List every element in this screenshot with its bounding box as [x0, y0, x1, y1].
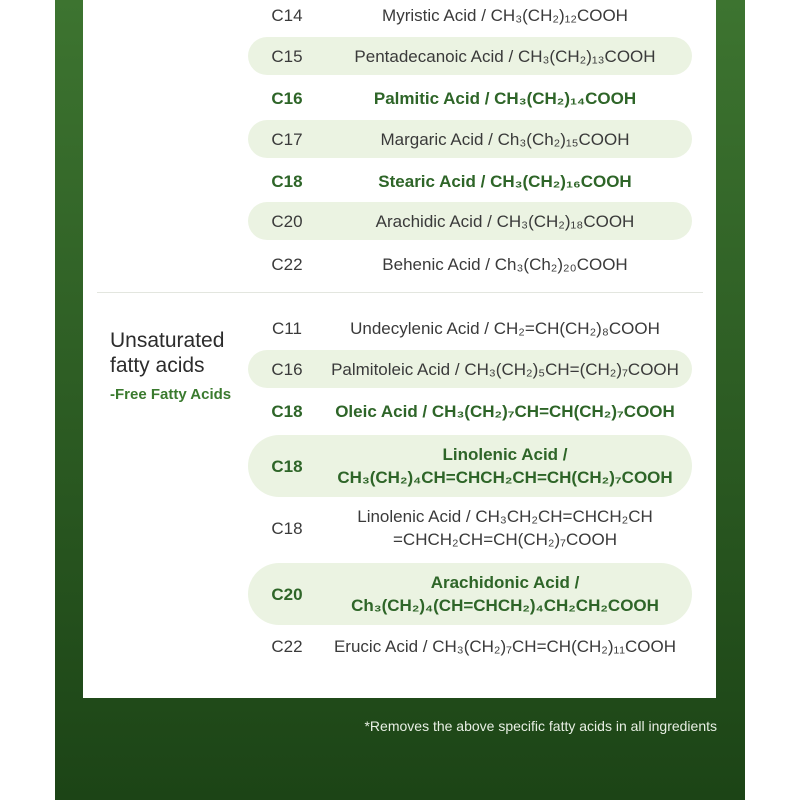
- table-row: [248, 250, 692, 278]
- category-subtitle: -Free Fatty Acids: [110, 386, 232, 403]
- acid-name: Palmitic Acid / CH₃(CH₂)₁₄COOH: [373, 88, 637, 108]
- footnote: *Removes the above specific fatty acids in all ingredients: [364, 718, 717, 734]
- table-row: [248, 120, 692, 158]
- carbon-code: C20: [271, 211, 303, 231]
- table-row: [248, 397, 692, 425]
- carbon-code: C16: [271, 88, 303, 108]
- acid-name: Arachidic Acid / CH₃(CH₂)₁₈COOH: [375, 211, 635, 231]
- carbon-code: C18: [271, 401, 303, 421]
- carbon-code: C22: [271, 254, 303, 274]
- table-row: [248, 167, 692, 195]
- carbon-code: C22: [271, 636, 303, 656]
- table-row: [248, 350, 692, 388]
- acid-formula: CH₃(CH₂)₁₆COOH: [490, 171, 632, 191]
- acid-name: Pentadecanoic Acid / CH₃(CH₂)₁₃COOH: [354, 46, 656, 66]
- carbon-code: C18: [271, 518, 303, 538]
- table-row: [248, 632, 692, 660]
- carbon-code: C20: [271, 584, 303, 604]
- acid-name: Linolenic Acid / CH₃(CH₂)₄CH=CHCH₂CH=CH(CH₂)₇COOH: [337, 445, 673, 487]
- carbon-code: C18: [271, 171, 303, 191]
- acid-formula: CH₃(CH₂)₇CH=CH(CH₂)₇COOH: [431, 401, 675, 421]
- acid-name: Stearic Acid / CH₃(CH₂)₁₆COOH: [378, 171, 632, 191]
- carbon-code: C14: [271, 5, 303, 25]
- acid-formula: Ch₃(Ch₂)₂₀COOH: [494, 254, 628, 274]
- table-row: [248, 2, 692, 28]
- section-divider: [97, 292, 703, 293]
- acid-formula: CH₃(CH₂)₁₂COOH: [490, 5, 628, 25]
- table-row: [248, 503, 692, 553]
- acid-name: Arachidonic Acid / Ch₃(CH₂)₄(CH=CHCH₂)₄CH₂CH₂COOH: [351, 573, 659, 615]
- acid-formula: CH₂=CH(CH₂)₈COOH: [493, 318, 660, 338]
- carbon-code: C18: [271, 456, 303, 476]
- table-row: [248, 202, 692, 240]
- table-row: [248, 37, 692, 75]
- acid-formula: CH₃(CH₂)₁₈COOH: [496, 211, 635, 231]
- acid-name: Behenic Acid / Ch₃(Ch₂)₂₀COOH: [382, 254, 628, 274]
- acid-formula: Ch₃(Ch₂)₁₅COOH: [497, 129, 630, 149]
- acid-name: Linolenic Acid / CH₃CH₂CH=CHCH₂CH =CHCH₂CH=CH(CH₂)₇COOH: [357, 507, 653, 549]
- category-title: Unsaturated fatty acids: [110, 329, 225, 377]
- acid-formula: CH₃(CH₂)₄CH=CHCH₂CH=CH(CH₂)₇COOH: [337, 468, 673, 487]
- acid-formula: CH₃(CH₂)₁₄COOH: [494, 88, 637, 108]
- table-row: [248, 435, 692, 497]
- carbon-code: C15: [271, 46, 303, 66]
- carbon-code: C11: [272, 318, 302, 338]
- table-row: [248, 84, 692, 112]
- acid-formula: CH₃(CH₂)₇CH=CH(CH₂)₁₁COOH: [432, 636, 677, 656]
- acid-name: Margaric Acid / Ch₃(Ch₂)₁₅COOH: [380, 129, 630, 149]
- acid-formula: =CHCH₂CH=CH(CH₂)₇COOH: [393, 530, 617, 549]
- table-row: [248, 314, 692, 342]
- acid-name: Myristic Acid / CH₃(CH₂)₁₂COOH: [382, 5, 628, 25]
- acid-formula: CH₃(CH₂)₁₃COOH: [517, 46, 656, 66]
- carbon-code: C17: [271, 129, 303, 149]
- carbon-code: C16: [271, 359, 303, 379]
- acid-name: Palmitoleic Acid / CH₃(CH₂)₅CH=(CH₂)₇COOH: [331, 359, 679, 379]
- acid-formula: CH₃(CH₂)₅CH=(CH₂)₇COOH: [464, 359, 679, 379]
- acid-name: Oleic Acid / CH₃(CH₂)₇CH=CH(CH₂)₇COOH: [335, 401, 675, 421]
- acid-formula: Ch₃(CH₂)₄(CH=CHCH₂)₄CH₂CH₂COOH: [351, 596, 659, 615]
- table-row: [248, 563, 692, 625]
- acid-name: Undecylenic Acid / CH₂=CH(CH₂)₈COOH: [350, 318, 660, 338]
- acid-name: Erucic Acid / CH₃(CH₂)₇CH=CH(CH₂)₁₁COOH: [333, 636, 677, 656]
